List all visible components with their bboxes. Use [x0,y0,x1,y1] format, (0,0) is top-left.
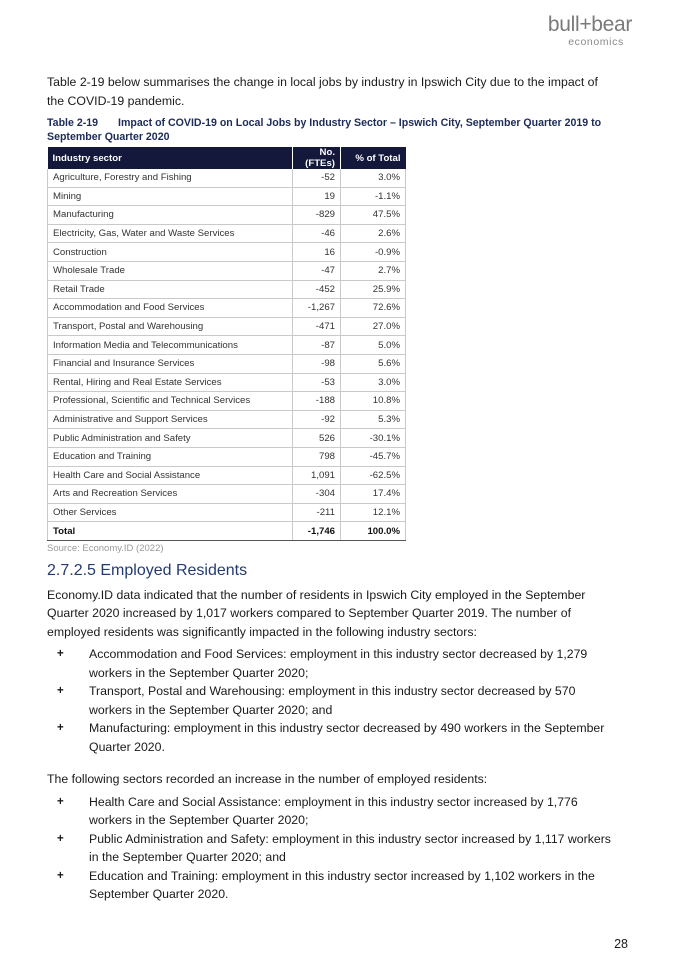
cell-pct: 10.8% [341,392,406,411]
logo-subtitle: economics [568,36,624,48]
cell-pct: 3.0% [341,373,406,392]
table-row [48,224,406,243]
table-row [48,206,406,225]
bullet-item [47,867,617,904]
table-row [48,354,406,373]
paragraph-employed-residents: Economy.ID data indicated that the number of residents in Ipswich City employed in the September Quarter 2020 increased by 1,017 workers compared to September Quarter 2019. The number of employed residents was significantly impacted in the following industry sectors: [47,587,586,639]
cell-ftes: -52 [293,169,341,187]
cell-pct: 2.6% [341,224,406,243]
table-row [48,187,406,206]
cell-pct: 3.0% [341,169,406,187]
cell-industry: Wholesale Trade [48,261,293,280]
decrease-bullet-list [47,645,617,756]
company-logo [530,14,650,48]
cell-industry: Health Care and Social Assistance [48,466,293,485]
cell-pct: 25.9% [341,280,406,299]
cell-ftes: 1,091 [293,466,341,485]
table-row [48,392,406,411]
plus-bullet-icon: + [57,685,64,698]
cell-industry: Education and Training [48,447,293,466]
paragraph-increase: The following sectors recorded an increase in the number of employed residents: [47,772,488,787]
cell-pct: 17.4% [341,485,406,504]
table-row [48,169,406,187]
cell-ftes: -211 [293,503,341,522]
cell-ftes: -471 [293,317,341,336]
bullet-item [47,719,617,756]
cell-industry: Mining [48,187,293,206]
cell-ftes: -92 [293,410,341,429]
cell-ftes: -46 [293,224,341,243]
cell-industry: Professional, Scientific and Technical Services [48,392,293,411]
cell-ftes: -53 [293,373,341,392]
cell-pct: 72.6% [341,299,406,318]
cell-ftes: 19 [293,187,341,206]
cell-pct: -1.1% [341,187,406,206]
header-no-ftes: No. (FTEs) [293,147,341,169]
bullet-text: Public Administration and Safety: employment in this industry sector increased by 1,117 workers in the September Quarter 2020; and [89,831,611,865]
table-header-row [48,147,406,169]
bullet-text: Transport, Postal and Warehousing: employment in this industry sector decreased by 570 workers in the September Quarter 2020; and [89,684,576,717]
cell-pct: 47.5% [341,206,406,225]
cell-pct: 27.0% [341,317,406,336]
cell-pct: 12.1% [341,503,406,522]
cell-ftes: -304 [293,485,341,504]
cell-ftes: -1,267 [293,299,341,318]
bullet-text: Health Care and Social Assistance: employment in this industry sector increased by 1,776 workers in the September Quarter 2020; [89,794,578,828]
table-row [48,243,406,262]
cell-industry: Financial and Insurance Services [48,354,293,373]
cell-pct: 5.6% [341,354,406,373]
table-row [48,503,406,522]
plus-bullet-icon: + [57,832,64,845]
cell-ftes: -87 [293,336,341,355]
section-heading: 2.7.2.5 Employed Residents [47,561,248,579]
table-row [48,447,406,466]
table-row [48,280,406,299]
table-source: Source: Economy.ID (2022) [47,542,164,554]
cell-industry: Total [48,522,293,541]
table-row [48,336,406,355]
cell-pct: -62.5% [341,466,406,485]
table-number: Table 2-19 [47,117,99,129]
logo-wordmark: bull+bear [547,13,633,36]
cell-industry: Transport, Postal and Warehousing [48,317,293,336]
cell-industry: Administrative and Support Services [48,410,293,429]
bullet-item [47,793,617,830]
cell-industry: Retail Trade [48,280,293,299]
table-row [48,410,406,429]
cell-pct: 5.0% [341,336,406,355]
table-body [48,169,406,540]
cell-ftes: -188 [293,392,341,411]
bullet-item [47,645,617,682]
header-industry-sector: Industry sector [48,147,293,169]
cell-industry: Manufacturing [48,206,293,225]
cell-industry: Construction [48,243,293,262]
table-total-row [48,522,406,541]
cell-pct: -45.7% [341,447,406,466]
table-caption [47,116,617,144]
page-number: 28 [614,937,628,951]
bullet-text: Accommodation and Food Services: employment in this industry sector decreased by 1,279 workers in the September Quarter 2020; [89,647,588,680]
cell-industry: Arts and Recreation Services [48,485,293,504]
table-row [48,317,406,336]
cell-ftes: -829 [293,206,341,225]
table-title: Impact of COVID-19 on Local Jobs by Industry Sector – Ipswich City, September Quarter 2019 to September Quarter 2020 [47,117,602,143]
table-row [48,373,406,392]
cell-pct: 100.0% [341,522,406,541]
bullet-item [47,682,617,719]
bullet-item [47,830,617,867]
cell-ftes: -98 [293,354,341,373]
table-row [48,466,406,485]
cell-industry: Accommodation and Food Services [48,299,293,318]
table-row [48,429,406,448]
page-content [47,73,617,904]
cell-pct: 5.3% [341,410,406,429]
cell-pct: -30.1% [341,429,406,448]
cell-ftes: 798 [293,447,341,466]
plus-bullet-icon: + [57,722,64,735]
bullet-text: Manufacturing: employment in this industry sector decreased by 490 workers in the September Quarter 2020. [89,721,605,754]
cell-ftes: 16 [293,243,341,262]
cell-industry: Other Services [48,503,293,522]
cell-industry: Information Media and Telecommunications [48,336,293,355]
plus-bullet-icon: + [57,869,64,882]
cell-ftes: -1,746 [293,522,341,541]
cell-industry: Rental, Hiring and Real Estate Services [48,373,293,392]
table-row [48,299,406,318]
table-row [48,261,406,280]
bullet-text: Education and Training: employment in this industry sector increased by 1,102 workers in the September Quarter 2020. [89,868,595,902]
plus-bullet-icon: + [57,795,64,808]
cell-ftes: -452 [293,280,341,299]
industry-jobs-table [47,147,406,541]
cell-pct: -0.9% [341,243,406,262]
increase-bullet-list [47,793,617,904]
cell-industry: Electricity, Gas, Water and Waste Services [48,224,293,243]
header-pct-total: % of Total [341,147,406,169]
intro-paragraph: Table 2-19 below summarises the change in local jobs by industry in Ipswich City due to the impact of the COVID-19 pandemic. [47,75,598,108]
cell-industry: Public Administration and Safety [48,429,293,448]
cell-industry: Agriculture, Forestry and Fishing [48,169,293,187]
table-row [48,485,406,504]
cell-pct: 2.7% [341,261,406,280]
plus-bullet-icon: + [57,648,64,661]
cell-ftes: 526 [293,429,341,448]
cell-ftes: -47 [293,261,341,280]
